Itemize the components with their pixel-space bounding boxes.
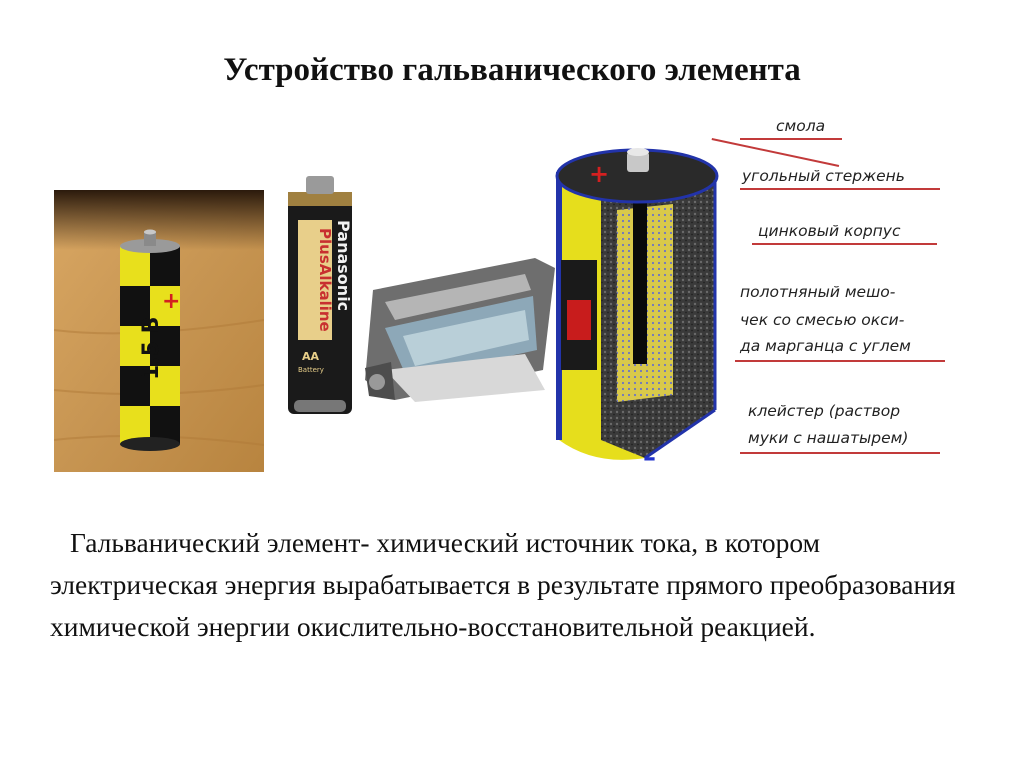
svg-text:Panasonic: Panasonic	[334, 220, 353, 312]
svg-text:Battery: Battery	[298, 366, 324, 374]
label-zinc-case: цинковый корпус	[758, 222, 901, 240]
battery-photo-1	[54, 190, 264, 472]
leader-line-zinc-case	[752, 243, 937, 245]
label-bag-line-1: полотняный мешо-	[740, 283, 896, 301]
leader-line-resin	[712, 138, 839, 166]
leader-line-carbon-rod	[740, 188, 940, 190]
svg-text:AA: AA	[302, 350, 320, 363]
svg-text:+: +	[162, 289, 181, 314]
label-paste-line-2: муки с нашатырем)	[748, 429, 909, 447]
svg-text:PlusAlkaline: PlusAlkaline	[316, 228, 334, 332]
svg-text:+: +	[589, 160, 610, 188]
label-bag-line-3: да марганца с углем	[740, 337, 911, 355]
opened-battery-photo	[355, 250, 560, 410]
svg-text:1,5 В: 1,5 В	[139, 316, 164, 380]
leader-line-bag	[735, 360, 945, 362]
leader-line-paste	[740, 452, 940, 454]
label-carbon-rod: угольный стержень	[742, 167, 905, 185]
label-paste-line-1: клейстер (раствор	[748, 402, 901, 420]
label-resin: смола	[776, 117, 826, 135]
label-bag-line-2: чек со смесью окси-	[740, 311, 905, 329]
slide-title: Устройство гальванического элемента	[223, 52, 801, 88]
battery-photo-2	[280, 168, 360, 423]
leader-line-resin-underline	[740, 138, 842, 140]
cutaway-diagram	[555, 140, 730, 470]
definition-text: Гальванический элемент- химический источник тока, в котором электрическая энергия вырабатывается в результате прямого преобразования химической энергии окислительно-восстановительной реакцией.	[50, 527, 956, 642]
svg-text:–: –	[643, 443, 656, 470]
